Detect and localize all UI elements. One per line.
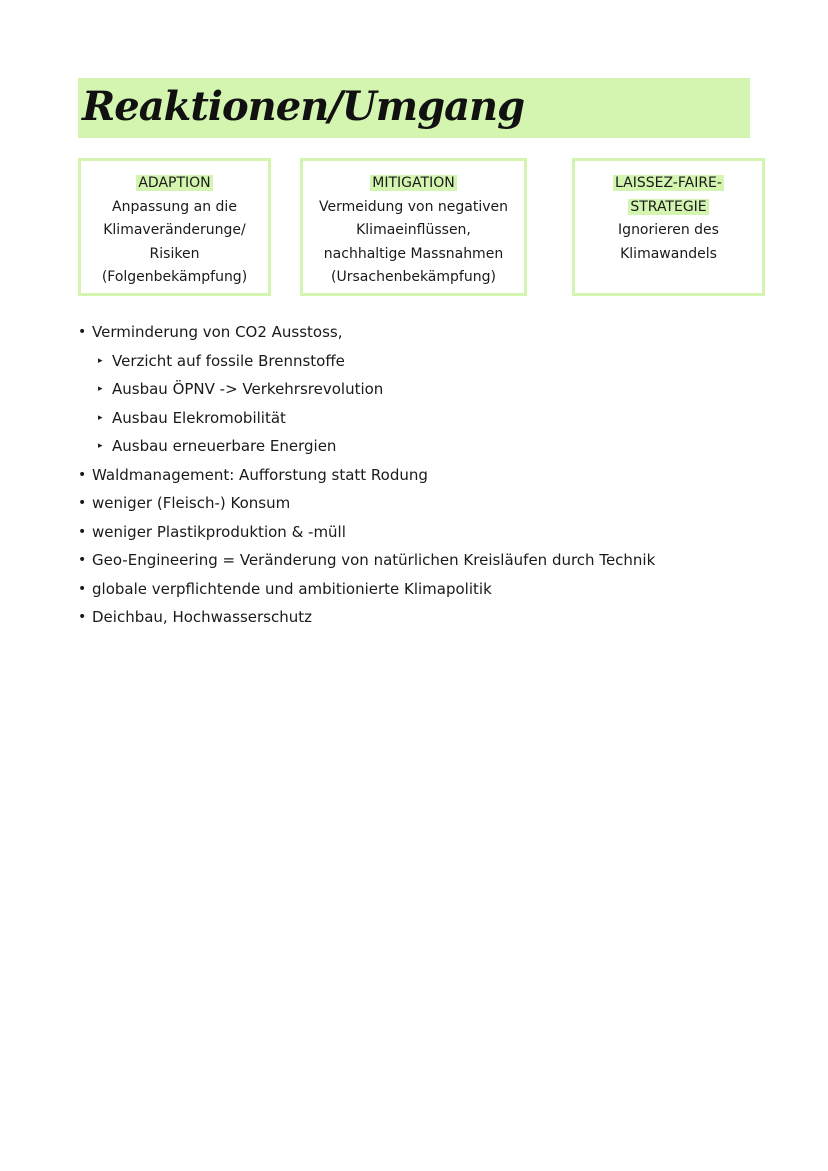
- list-item: [76, 546, 796, 575]
- measures-list: [76, 318, 796, 632]
- strategy-line: Vermeidung von negativen: [319, 198, 508, 215]
- bullet-icon: •: [78, 466, 87, 483]
- list-item: [76, 489, 796, 518]
- sub-list-item: [76, 404, 796, 433]
- strategy-line: Klimaeinflüssen,: [356, 222, 471, 238]
- strategy-line: Risiken: [149, 245, 200, 262]
- list-item: [76, 518, 796, 547]
- bullet-icon: •: [78, 552, 87, 568]
- strategy-heading-text: ADAPTION: [138, 175, 211, 191]
- page-title: Reaktionen/Umgang: [82, 83, 525, 130]
- triangle-bullet-icon: ▸: [98, 412, 103, 423]
- list-item: [76, 575, 796, 604]
- bullet-icon: •: [78, 523, 87, 540]
- bullet-icon: •: [78, 609, 87, 625]
- strategy-line: Anpassung an die: [112, 198, 237, 215]
- bullet-icon: •: [78, 495, 87, 511]
- list-item-text: Verminderung von CO2 Ausstoss,: [92, 323, 343, 341]
- list-item-text: Deichbau, Hochwasserschutz: [92, 608, 312, 626]
- strategy-heading-text: LAISSEZ-FAIRE-: [615, 175, 722, 191]
- list-item: [76, 461, 796, 490]
- strategy-line: nachhaltige Massnahmen: [323, 245, 504, 262]
- strategy-line: Klimawandels: [620, 245, 717, 262]
- strategy-line: Ignorieren des: [618, 222, 719, 238]
- title-highlight: [78, 78, 750, 138]
- strategy-box-adaption: [78, 158, 271, 296]
- strategy-line: (Folgenbekämpfung): [101, 269, 248, 285]
- triangle-bullet-icon: ▸: [98, 441, 103, 451]
- strategy-heading: [303, 172, 524, 196]
- bullet-icon: •: [78, 324, 87, 340]
- strategy-heading: [81, 172, 268, 196]
- strategy-heading: [575, 196, 762, 220]
- strategy-line: Klimaveränderunge/: [103, 222, 246, 238]
- sub-list-item-text: Ausbau ÖPNV -> Verkehrsrevolution: [112, 380, 384, 398]
- strategy-box-laissez-faire: [572, 158, 765, 296]
- list-item-text: weniger Plastikproduktion & -müll: [92, 522, 346, 541]
- sub-list-item-text: Verzicht auf fossile Brennstoffe: [112, 351, 345, 370]
- triangle-bullet-icon: ▸: [98, 384, 103, 394]
- strategy-heading: [575, 172, 762, 196]
- sub-list-item-text: Ausbau erneuerbare Energien: [112, 437, 337, 455]
- strategy-line: (Ursachenbekämpfung): [331, 269, 496, 285]
- sub-list-item: [76, 432, 796, 461]
- list-item: [76, 603, 796, 632]
- strategy-box-mitigation: [300, 158, 527, 296]
- bullet-icon: •: [78, 580, 87, 597]
- sub-list-item: [76, 347, 796, 376]
- sub-list-item: [76, 375, 796, 404]
- list-item: [76, 318, 796, 347]
- strategy-heading-text: MITIGATION: [372, 175, 455, 191]
- triangle-bullet-icon: ▸: [98, 355, 103, 366]
- sub-list-item-text: Ausbau Elekromobilität: [112, 408, 286, 427]
- list-item-text: Geo-Engineering = Veränderung von natürlichen Kreisläufen durch Technik: [92, 551, 656, 569]
- list-item-text: globale verpflichtende und ambitionierte Klimapolitik: [92, 579, 492, 598]
- list-item-text: weniger (Fleisch-) Konsum: [92, 494, 291, 512]
- list-item-text: Waldmanagement: Aufforstung statt Rodung: [92, 465, 428, 484]
- strategy-heading-text: STRATEGIE: [630, 198, 707, 215]
